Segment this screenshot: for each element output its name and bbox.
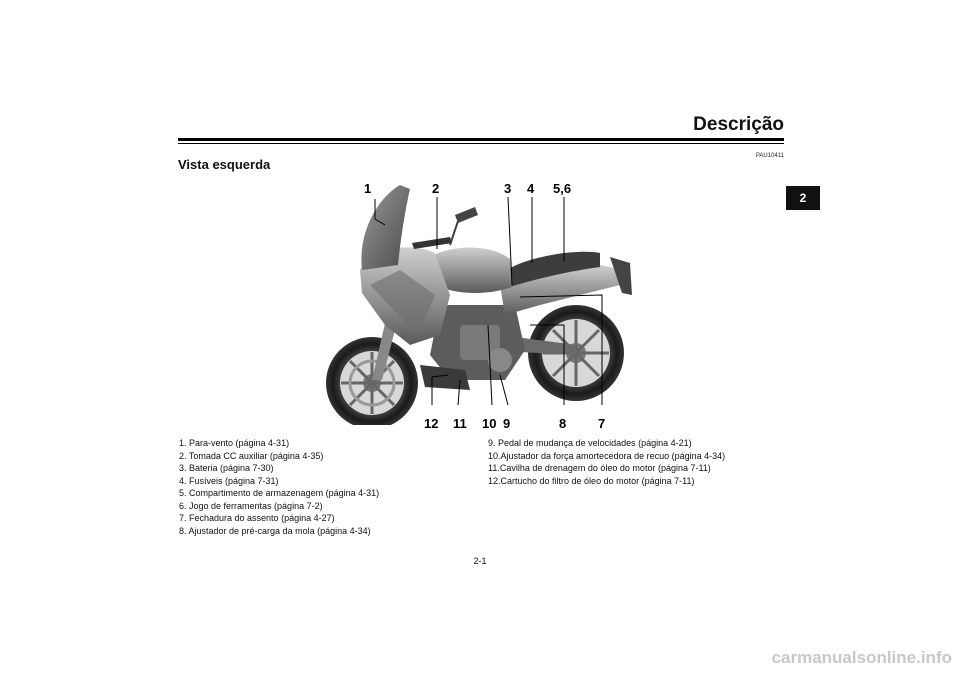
callout-10: 10 <box>482 416 497 431</box>
page-title: Descrição <box>693 114 784 135</box>
callout-8: 8 <box>559 416 567 431</box>
callout-4: 4 <box>527 181 535 196</box>
section-title: Vista esquerda <box>178 157 271 172</box>
header-rule-thin <box>178 143 784 144</box>
legend-item: 1. Para-vento (página 4-31) <box>179 438 290 448</box>
callout-1: 1 <box>364 181 372 196</box>
legend-item: 11.Cavilha de drenagem do óleo do motor (página 7-11) <box>488 463 711 473</box>
legend-item: 2. Tomada CC auxiliar (página 4-35) <box>179 450 324 461</box>
callout-7: 7 <box>598 416 606 431</box>
callout-5-6: 5,6 <box>553 181 572 196</box>
legend-item: 12.Cartucho do filtro de óleo do motor (página 7-11) <box>488 475 695 486</box>
callout-11: 11 <box>453 416 467 431</box>
motorcycle-illustration <box>300 175 660 425</box>
callout-12: 12 <box>424 416 439 431</box>
legend-item: 7. Fechadura do assento (página 4-27) <box>179 513 335 523</box>
legend-item: 4. Fusíveis (página 7-31) <box>179 475 279 486</box>
legend-item: 10.Ajustador da força amortecedora de recuo (página 4-34) <box>488 450 726 461</box>
legend-item: 9. Pedal de mudança de velocidades (página 4-21) <box>488 438 692 448</box>
page-number: 2-1 <box>473 556 487 566</box>
legend-item: 6. Jogo de ferramentas (página 7-2) <box>179 500 323 511</box>
callout-2: 2 <box>432 181 440 196</box>
legend-item: 8. Ajustador de pré-carga da mola (página 4-34) <box>179 525 371 536</box>
chapter-tab[interactable]: 2 <box>786 186 820 210</box>
callout-3: 3 <box>504 181 512 196</box>
callout-9: 9 <box>503 416 511 431</box>
watermark: carmanualsonline.info <box>771 648 952 667</box>
legend-item: 3. Bateria (página 7-30) <box>179 463 274 473</box>
legend-right <box>488 437 725 487</box>
reference-code: PAU10411 <box>755 153 784 159</box>
legend-item: 5. Compartimento de armazenagem (página 4-31) <box>179 488 380 498</box>
header-rule-thick <box>178 138 784 141</box>
legend-left <box>179 437 379 537</box>
